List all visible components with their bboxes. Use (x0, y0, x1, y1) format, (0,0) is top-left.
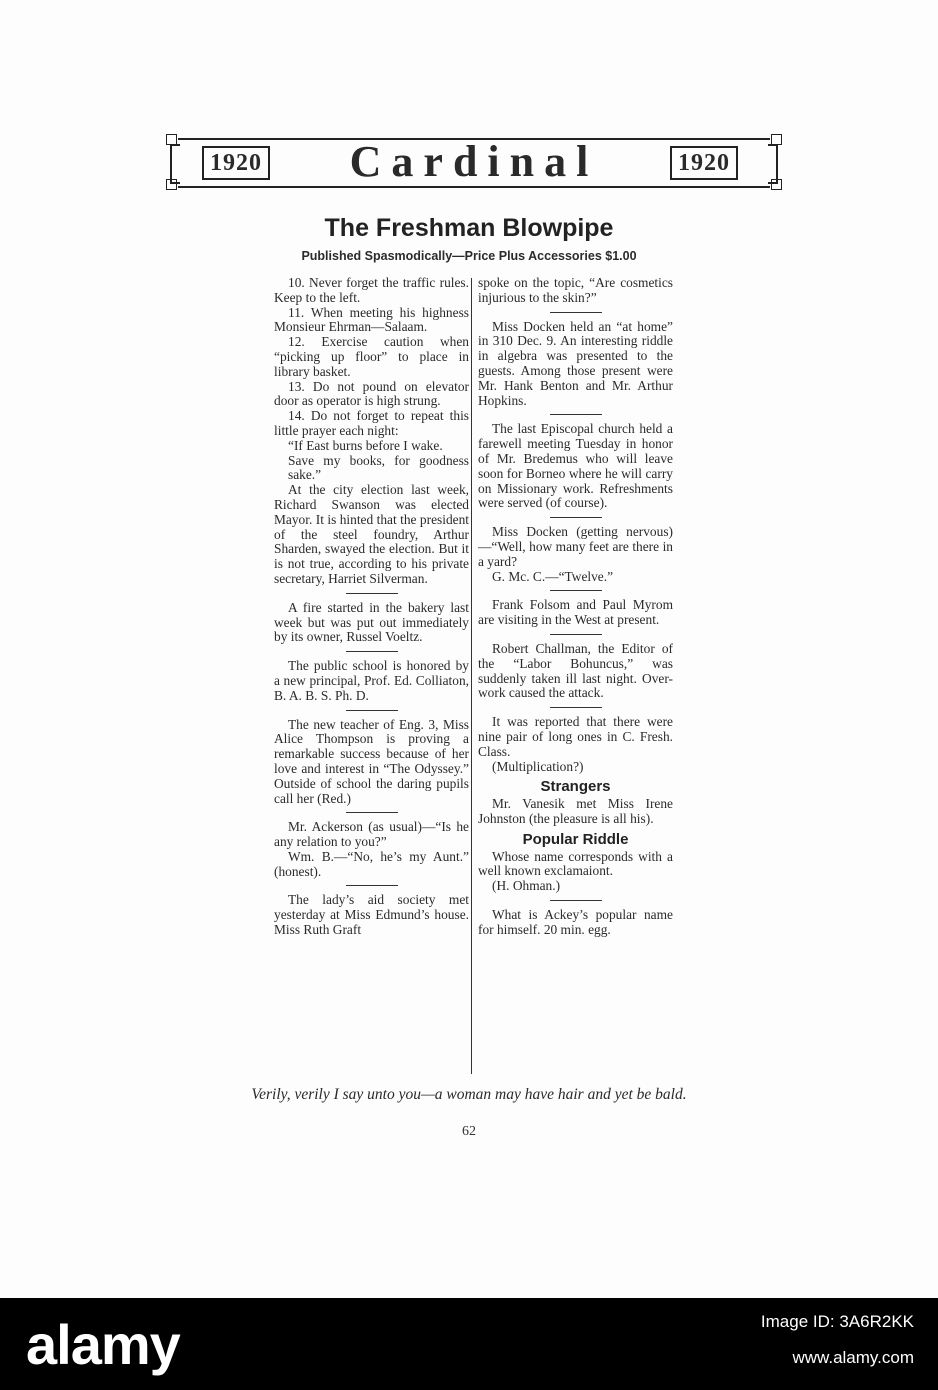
watermark-banner (0, 1298, 938, 1390)
rule-item: 10. Never forget the traffic rules. Keep to the left. (274, 275, 469, 305)
news-item: Robert Challman, the Editor of the “Labor Bohuncus,” was suddenly taken ill last night. Over-work caused the attack. (478, 640, 673, 701)
right-column (478, 276, 673, 937)
masthead-year-right: 1920 (670, 146, 738, 180)
item-separator (550, 312, 602, 313)
news-item: (H. Ohman.) (492, 878, 561, 894)
news-item: At the city election last week, Richard Swanson was elected Mayor. It is hinted that the president of the steel foundry, Arthur Sharden, swayed the election. But it is not true, according to his private secretary, Harriet Silverman. (274, 482, 469, 586)
prayer-line: Save my books, for goodness sake.” (288, 452, 469, 483)
corner-ornament (166, 134, 177, 145)
column-divider (471, 278, 472, 1074)
item-separator (346, 812, 398, 813)
news-item: Mr. Vanesik met Miss Irene Johnston (the pleasure is all his). (478, 796, 673, 826)
prayer-line: “If East burns before I wake. (288, 437, 443, 453)
article-title: The Freshman Blowpipe (324, 214, 614, 242)
section-heading-popular-riddle: Popular Riddle (522, 830, 629, 848)
news-item: Frank Folsom and Paul Myrom are visiting in the West at present. (478, 597, 673, 628)
rule-item: 14. Do not forget to repeat this little prayer each night: (274, 408, 469, 438)
item-separator (550, 414, 602, 415)
item-separator (346, 593, 398, 594)
corner-ornament (771, 179, 782, 190)
news-item: Miss Docken held an “at home” in 310 Dec. 9. An interesting riddle in algebra was presented to the guests. Among those present were Mr. Hank Benton and Mr. Arthur Hopkins. (478, 318, 673, 408)
alamy-logo: alamy (26, 1313, 180, 1376)
rule-item: 11. When meeting his highness Monsieur Ehrman—Salaam. (274, 304, 469, 335)
item-separator (346, 885, 398, 886)
article-subtitle: Published Spasmodically—Price Plus Accessories $1.00 (301, 249, 637, 263)
section-heading-strangers: Strangers (540, 778, 611, 796)
item-separator (346, 710, 398, 711)
news-item: Whose name corresponds with a well known exclamaiont. (478, 848, 673, 879)
left-column (274, 276, 469, 938)
item-separator (346, 651, 398, 652)
news-item: It was reported that there were nine pair of long ones in C. Fresh. Class. (478, 714, 673, 759)
corner-ornament (166, 179, 177, 190)
masthead-right-bracket (768, 144, 778, 184)
news-item: The public school is honored by a new principal, Prof. Ed. Colliaton, B. A. B. S. Ph. D. (274, 658, 469, 703)
masthead-left-bracket (170, 144, 180, 184)
page-number: 62 (462, 1124, 476, 1139)
news-item: Miss Docken (getting nervous)—“Well, how many feet are there in a yard? (478, 524, 673, 569)
news-item: The last Episcopal church held a farewell meeting Tuesday in honor of Mr. Bredemus who will leave soon for Borneo where he will carry on Missionary work. Refreshments were served (of course). (478, 421, 673, 511)
image-id-label: Image ID: 3A6R2KK (760, 1312, 914, 1331)
masthead (166, 134, 782, 190)
news-item: The lady’s aid society met yesterday at Miss Edmund’s house. Miss Ruth Graft (274, 892, 469, 938)
masthead-year-left: 1920 (202, 146, 270, 180)
site-url: www.alamy.com (792, 1348, 914, 1367)
item-separator (550, 590, 602, 591)
item-separator (550, 634, 602, 635)
news-item: What is Ackey’s popular name for himself. 20 min. egg. (478, 906, 673, 937)
news-item: Mr. Ackerson (as usual)—“Is he any relation to you?” (274, 819, 469, 850)
item-separator (550, 517, 602, 518)
news-item: A fire started in the bakery last week but was put out immediately by its owner, Russel Voeltz. (274, 599, 469, 645)
corner-ornament (771, 134, 782, 145)
news-item: (Multiplication?) (492, 758, 584, 774)
rule-item: 12. Exercise caution when “picking up floor” to place in library basket. (274, 334, 469, 379)
footer-quote: Verily, verily I say unto you—a woman may have hair and yet be bald. (251, 1086, 687, 1103)
rule-item: 13. Do not pound on elevator door as operator is high strung. (274, 378, 469, 409)
news-item: spoke on the topic, “Are cosmetics injurious to the skin?” (478, 275, 673, 305)
news-item: Wm. B.—“No, he’s my Aunt.” (honest). (274, 848, 469, 879)
item-separator (550, 900, 602, 901)
news-item: The new teacher of Eng. 3, Miss Alice Thompson is proving a remarkable success because of her love and interest in “The Odyssey.” Outside of school the daring pupils call her (Red.) (274, 716, 469, 806)
news-item: G. Mc. C.—“Twelve.” (492, 568, 614, 584)
item-separator (550, 707, 602, 708)
masthead-title: Cardinal (349, 137, 599, 186)
